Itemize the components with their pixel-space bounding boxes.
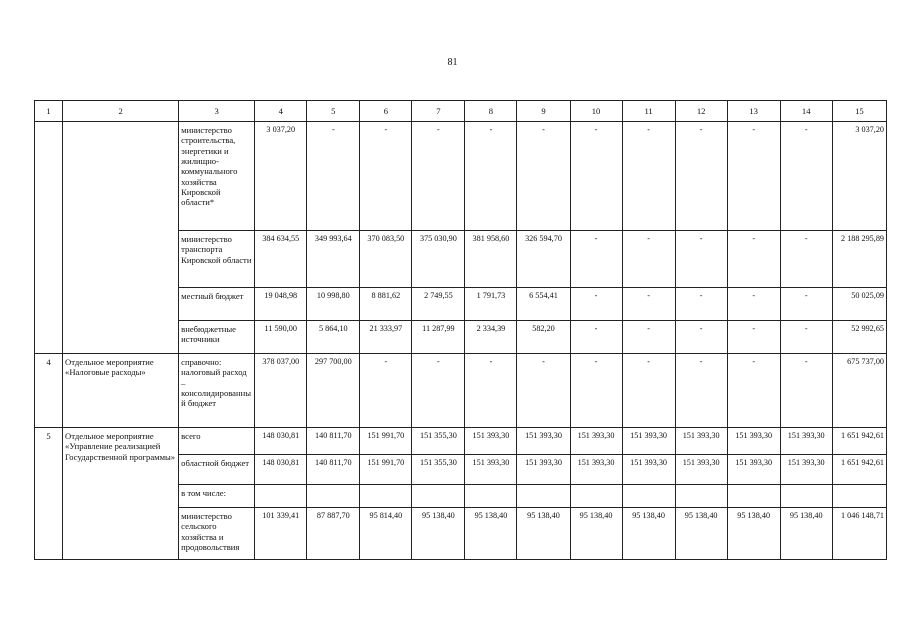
cell-value: 95 138,40: [780, 508, 832, 560]
cell-value: [517, 485, 570, 508]
cell-value: -: [622, 288, 675, 321]
column-header: 3: [179, 101, 255, 122]
cell-value: 151 393,30: [622, 455, 675, 485]
cell-value: 95 138,40: [465, 508, 517, 560]
cell-value: -: [727, 321, 780, 354]
cell-value: 297 700,00: [307, 354, 360, 428]
cell-value: 1 651 942,61: [832, 428, 886, 455]
cell-value: 378 037,00: [255, 354, 307, 428]
cell-value: 6 554,41: [517, 288, 570, 321]
cell-value: -: [622, 122, 675, 231]
cell-value: -: [780, 354, 832, 428]
column-header: 14: [780, 101, 832, 122]
cell-value: 95 138,40: [622, 508, 675, 560]
cell-value: 101 339,41: [255, 508, 307, 560]
table-body: [35, 101, 887, 560]
cell-value: 52 992,65: [832, 321, 886, 354]
cell-value: -: [675, 321, 727, 354]
cell-value: 3 037,20: [255, 122, 307, 231]
column-header: 15: [832, 101, 886, 122]
cell-value: -: [727, 288, 780, 321]
cell-value: -: [780, 288, 832, 321]
cell-value: -: [675, 231, 727, 288]
cell-value: 21 333,97: [360, 321, 412, 354]
cell-value: 1 651 942,61: [832, 455, 886, 485]
cell-value: 151 393,30: [517, 428, 570, 455]
cell-value: [465, 485, 517, 508]
cell-value: -: [465, 122, 517, 231]
cell-value: -: [570, 288, 622, 321]
cell-value: 148 030,81: [255, 428, 307, 455]
cell-value: -: [570, 122, 622, 231]
cell-value: [307, 485, 360, 508]
cell-value: -: [780, 321, 832, 354]
cell-value: 151 393,30: [780, 455, 832, 485]
column-header: 4: [255, 101, 307, 122]
cell-value: 11 590,00: [255, 321, 307, 354]
cell-value: [727, 485, 780, 508]
cell-value: 5 864,10: [307, 321, 360, 354]
cell-number: [35, 122, 63, 354]
cell-value: 1 046 148,71: [832, 508, 886, 560]
column-header: 2: [63, 101, 179, 122]
cell-value: -: [727, 122, 780, 231]
cell-value: 349 993,64: [307, 231, 360, 288]
cell-value: 11 287,99: [412, 321, 465, 354]
cell-value: -: [307, 122, 360, 231]
cell-value: 151 393,30: [727, 455, 780, 485]
cell-value: -: [780, 122, 832, 231]
cell-value: 675 737,00: [832, 354, 886, 428]
cell-value: 151 393,30: [570, 428, 622, 455]
column-header: 13: [727, 101, 780, 122]
cell-value: 95 814,40: [360, 508, 412, 560]
cell-value: 95 138,40: [727, 508, 780, 560]
cell-value: -: [727, 231, 780, 288]
cell-value: -: [517, 122, 570, 231]
column-header: 5: [307, 101, 360, 122]
cell-value: 151 393,30: [675, 455, 727, 485]
cell-value: 326 594,70: [517, 231, 570, 288]
cell-source: министерство сельского хозяйства и продовольствия: [179, 508, 255, 560]
cell-value: 151 393,30: [465, 428, 517, 455]
cell-value: -: [780, 231, 832, 288]
cell-value: -: [727, 354, 780, 428]
cell-value: 95 138,40: [517, 508, 570, 560]
cell-value: -: [622, 321, 675, 354]
cell-value: 582,20: [517, 321, 570, 354]
cell-source: министерство транспорта Кировской области: [179, 231, 255, 288]
column-header: 1: [35, 101, 63, 122]
cell-value: 151 991,70: [360, 428, 412, 455]
cell-value: 148 030,81: [255, 455, 307, 485]
header-row: [35, 101, 887, 122]
column-header: 12: [675, 101, 727, 122]
cell-value: -: [412, 354, 465, 428]
column-header: 11: [622, 101, 675, 122]
cell-value: [255, 485, 307, 508]
cell-value: 95 138,40: [412, 508, 465, 560]
cell-value: [675, 485, 727, 508]
cell-value: 151 393,30: [727, 428, 780, 455]
table-row: [35, 428, 887, 455]
cell-value: -: [570, 321, 622, 354]
cell-value: -: [570, 231, 622, 288]
cell-value: 151 991,70: [360, 455, 412, 485]
table-row: [35, 122, 887, 231]
cell-value: 95 138,40: [570, 508, 622, 560]
cell-value: 140 811,70: [307, 455, 360, 485]
cell-value: 381 958,60: [465, 231, 517, 288]
column-header: 6: [360, 101, 412, 122]
cell-source: областной бюджет: [179, 455, 255, 485]
column-header: 8: [465, 101, 517, 122]
cell-value: 1 791,73: [465, 288, 517, 321]
column-header: 10: [570, 101, 622, 122]
cell-value: -: [570, 354, 622, 428]
column-header: 9: [517, 101, 570, 122]
cell-value: 151 393,30: [675, 428, 727, 455]
cell-value: [360, 485, 412, 508]
cell-value: -: [517, 354, 570, 428]
cell-value: -: [465, 354, 517, 428]
cell-value: 151 393,30: [517, 455, 570, 485]
cell-value: 2 188 295,89: [832, 231, 886, 288]
cell-value: [622, 485, 675, 508]
page-number: 81: [447, 57, 458, 68]
cell-measure: Отдельное мероприятие «Налоговые расходы»: [63, 354, 179, 428]
cell-value: -: [360, 354, 412, 428]
cell-value: 2 334,39: [465, 321, 517, 354]
cell-measure: [63, 122, 179, 354]
cell-value: 140 811,70: [307, 428, 360, 455]
cell-value: 375 030,90: [412, 231, 465, 288]
cell-value: [412, 485, 465, 508]
cell-measure: Отдельное мероприятие «Управление реализацией Государственной программы»: [63, 428, 179, 560]
cell-source: в том числе:: [179, 485, 255, 508]
cell-value: [832, 485, 886, 508]
cell-value: 151 393,30: [622, 428, 675, 455]
cell-number: 4: [35, 354, 63, 428]
cell-value: -: [675, 288, 727, 321]
cell-value: 87 887,70: [307, 508, 360, 560]
cell-value: 2 749,55: [412, 288, 465, 321]
cell-value: 151 355,30: [412, 428, 465, 455]
cell-value: 50 025,09: [832, 288, 886, 321]
cell-value: -: [675, 122, 727, 231]
budget-table: [34, 100, 887, 560]
cell-value: [780, 485, 832, 508]
cell-value: -: [622, 231, 675, 288]
cell-source: справочно: налоговый расход – консолидированный бюджет: [179, 354, 255, 428]
cell-value: 3 037,20: [832, 122, 886, 231]
cell-value: -: [675, 354, 727, 428]
cell-value: -: [412, 122, 465, 231]
cell-value: 95 138,40: [675, 508, 727, 560]
cell-value: 384 634,55: [255, 231, 307, 288]
cell-value: -: [622, 354, 675, 428]
cell-value: 151 393,30: [465, 455, 517, 485]
cell-source: министерство строительства, энергетики и жилищно-коммунального хозяйства Кировской области*: [179, 122, 255, 231]
cell-value: 19 048,98: [255, 288, 307, 321]
cell-source: внебюджетные источники: [179, 321, 255, 354]
cell-value: 10 998,80: [307, 288, 360, 321]
cell-value: 8 881,62: [360, 288, 412, 321]
cell-value: 370 083,50: [360, 231, 412, 288]
cell-source: всего: [179, 428, 255, 455]
cell-value: 151 393,30: [570, 455, 622, 485]
cell-number: 5: [35, 428, 63, 560]
cell-value: 151 355,30: [412, 455, 465, 485]
cell-value: [570, 485, 622, 508]
table-row: [35, 354, 887, 428]
column-header: 7: [412, 101, 465, 122]
cell-source: местный бюджет: [179, 288, 255, 321]
cell-value: 151 393,30: [780, 428, 832, 455]
cell-value: -: [360, 122, 412, 231]
